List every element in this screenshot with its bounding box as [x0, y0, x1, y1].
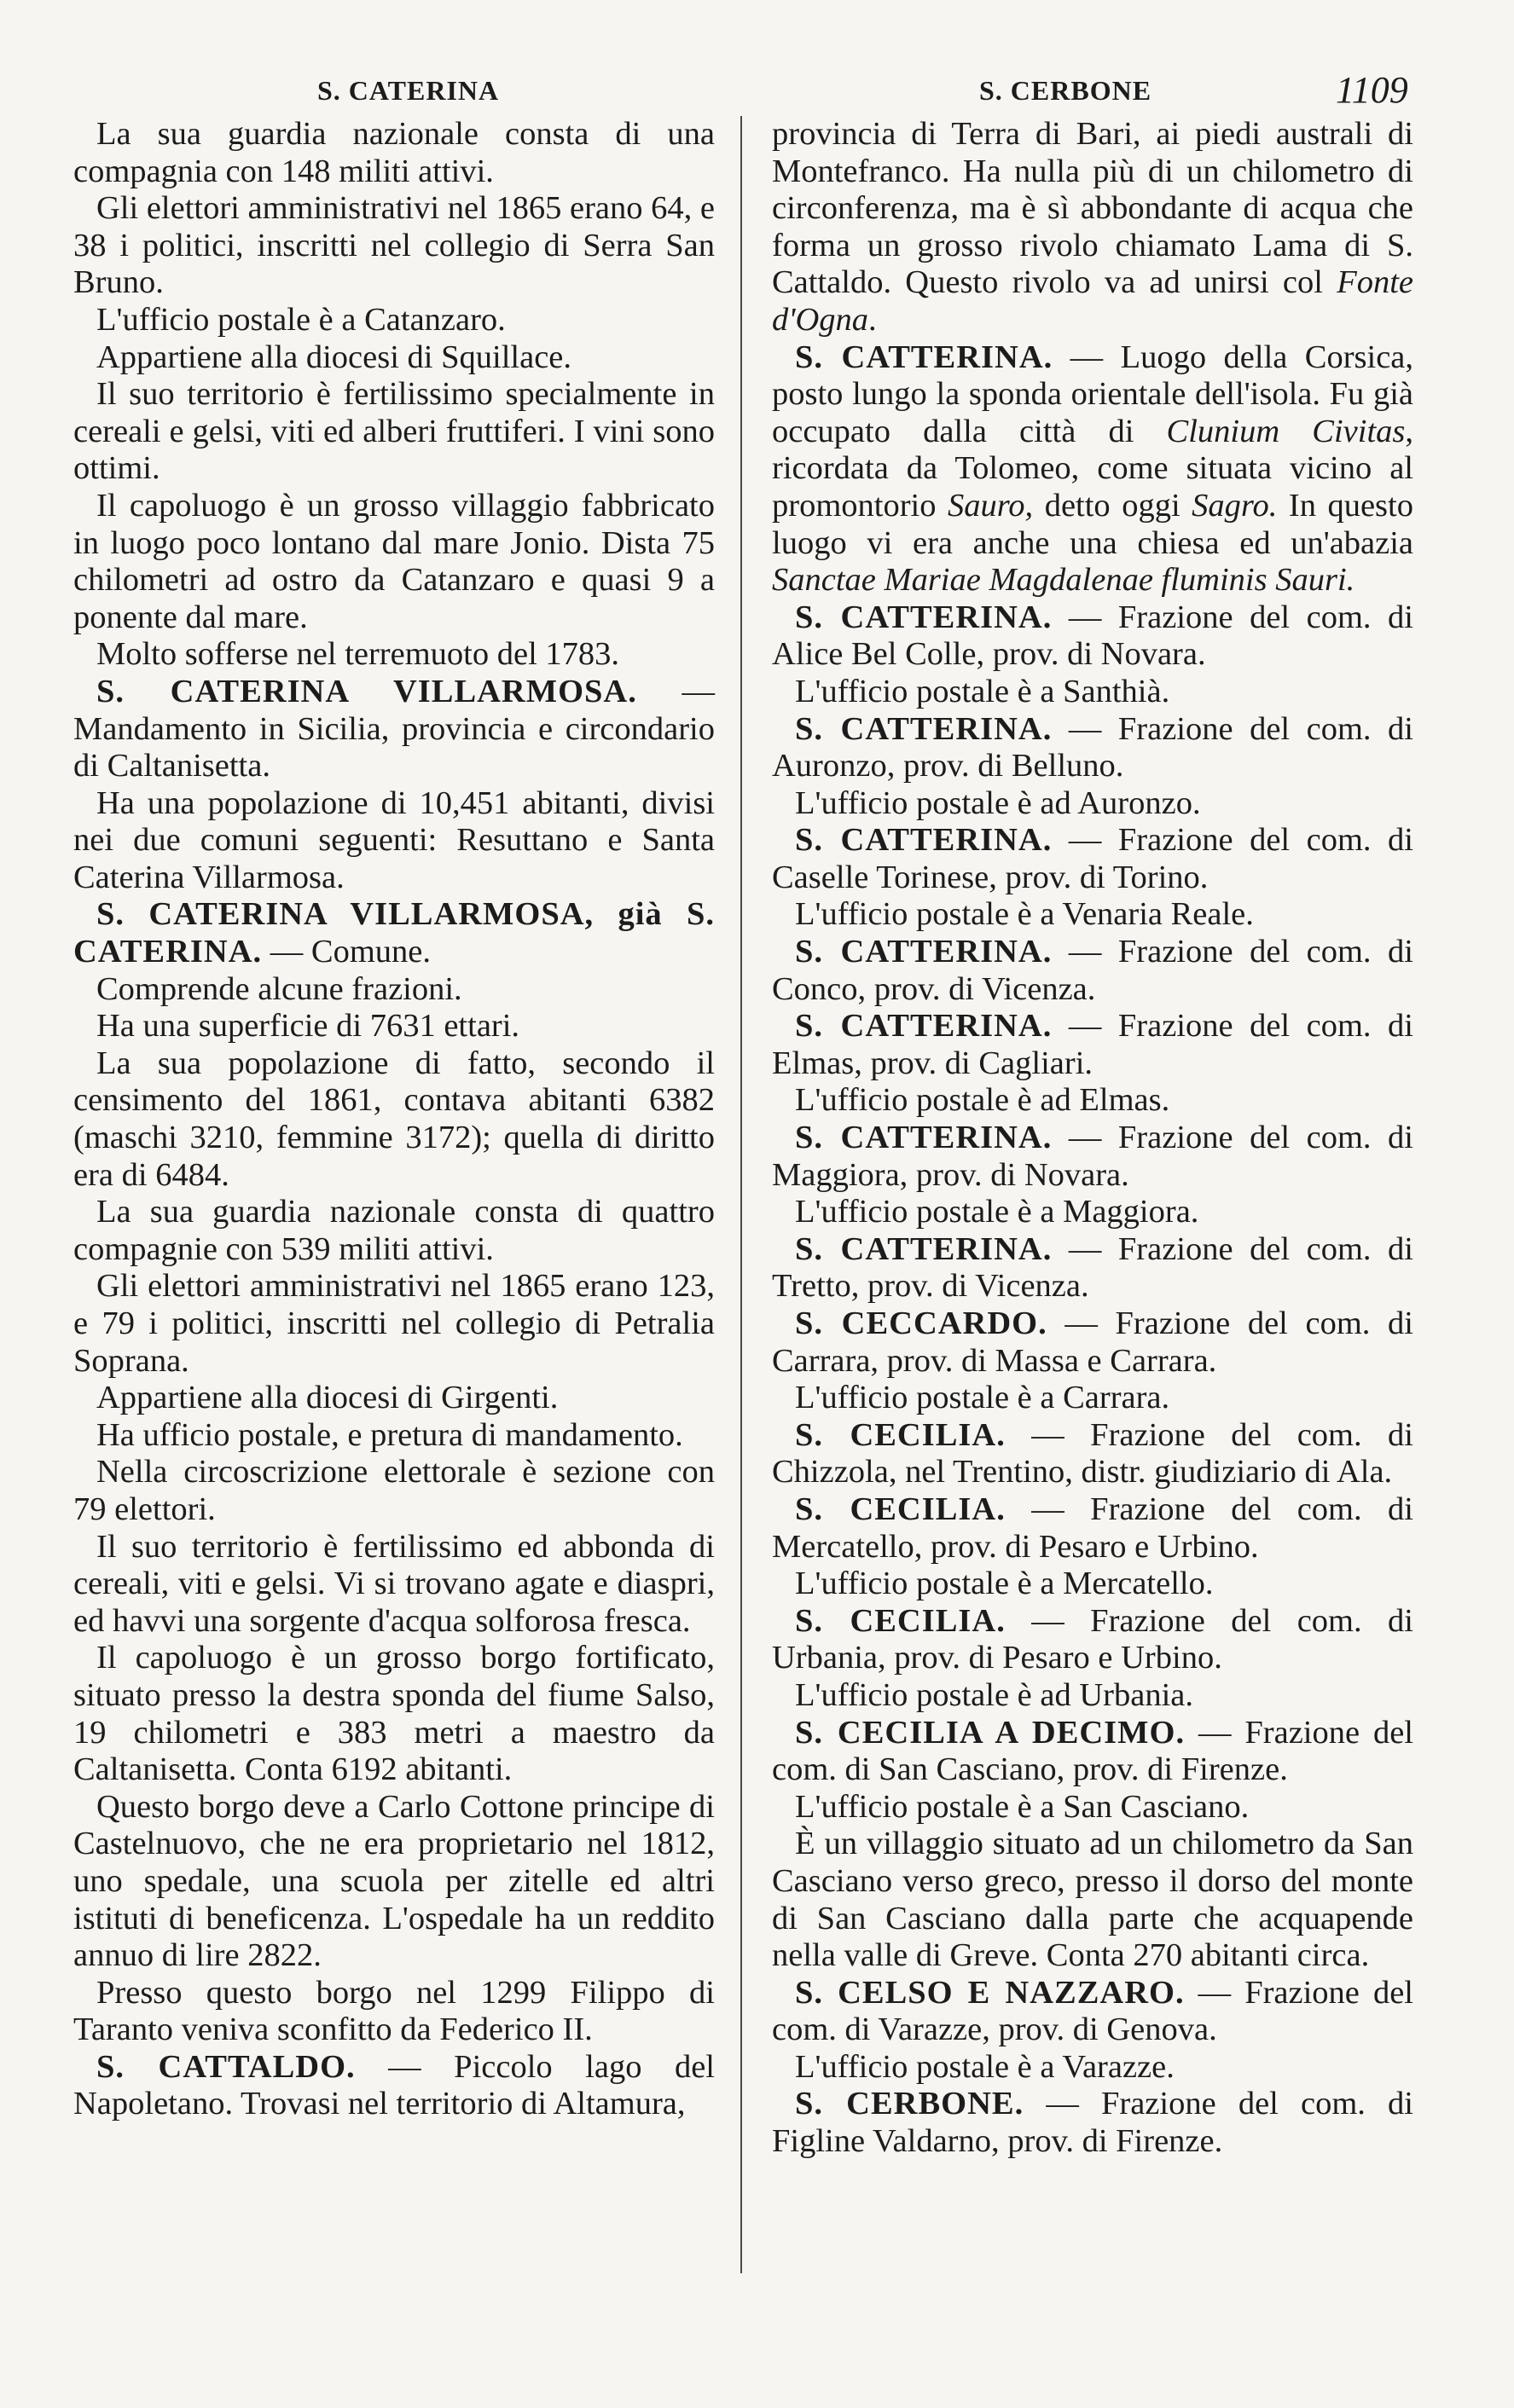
entry-paragraph: S. CATTERINA. — Luogo della Corsica, posto lungo la sponda orientale dell'isola. Fu già occupato dalla città di Clunium Civitas, ricordata da Tolomeo, come situata vicino al promontorio Sauro, detto oggi Sagro. In questo luogo vi era anche una chiesa ed un'abazia Sanctae Mariae Magdalenae fluminis Sauri.	[772, 339, 1414, 599]
body-paragraph: Ha una popolazione di 10,451 abitanti, divisi nei due comuni seguenti: Resuttano e Santa Caterina Villarmosa.	[73, 784, 715, 895]
body-paragraph: L'ufficio postale è ad Urbania.	[795, 1676, 1193, 1713]
body-paragraph: L'ufficio postale è a Santhià.	[795, 673, 1170, 709]
entry-lemma: S. CECILIA.	[795, 1416, 1006, 1453]
entry-lemma: S. CATTERINA.	[795, 934, 1053, 970]
entry-paragraph: S. CATTERINA. — Frazione del com. di Caselle Torinese, prov. di Torino.	[772, 822, 1413, 895]
entry-lemma: S. CATTERINA.	[795, 1008, 1053, 1045]
body-paragraph: Appartiene alla diocesi di Girgenti.	[96, 1380, 559, 1416]
entry-lemma: S. CECILIA A DECIMO.	[795, 1714, 1186, 1751]
body-paragraph: L'ufficio postale è a Venaria Reale.	[795, 896, 1254, 933]
entry-lemma: S. CATTERINA.	[795, 822, 1053, 859]
entry-lemma: S. CATERINA VILLARMOSA, già S. CATERINA.	[73, 896, 715, 970]
body-paragraph: Il capoluogo è un grosso villaggio fabbricato in luogo poco lontano dal mare Jonio. Dista 75 chilometri ad ostro da Catanzaro e quasi 9 a ponente dal mare.	[73, 487, 715, 635]
body-paragraph: Comprende alcune frazioni.	[96, 970, 462, 1007]
body-paragraph: Il suo territorio è fertilissimo specialmente in cereali e gelsi, viti ed alberi fruttiferi. I vini sono ottimi.	[73, 376, 715, 487]
page-number: 1109	[1336, 69, 1408, 111]
entry-paragraph: S. CATERINA VILLARMOSA. — Mandamento in Sicilia, provincia e circondario di Caltanisetta.	[73, 673, 715, 784]
column-divider	[740, 116, 742, 2273]
running-head-left: S. CATERINA	[317, 75, 500, 106]
entry-paragraph: S. CATTERINA. — Frazione del com. di Auronzo, prov. di Belluno.	[772, 710, 1413, 784]
body-paragraph: L'ufficio postale è a Mercatello.	[795, 1566, 1214, 1602]
body-paragraph: Appartiene alla diocesi di Squillace.	[96, 339, 571, 375]
body-paragraph: L'ufficio postale è a Varazze.	[795, 2048, 1175, 2085]
entry-paragraph: S. CATTALDO. — Piccolo lago del Napoletano. Trovasi nel territorio di Altamura,	[73, 2048, 715, 2122]
entry-lemma: S. CECILIA.	[795, 1602, 1006, 1639]
body-paragraph: Gli elettori amministrativi nel 1865 erano 123, e 79 i politici, inscritti nel collegio di Petralia Soprana.	[73, 1268, 715, 1379]
right-entries	[772, 599, 1413, 2161]
body-paragraph: L'ufficio postale è a Maggiora.	[795, 1194, 1199, 1230]
entry-paragraph: S. CELSO E NAZZARO. — Frazione del com. di Varazze, prov. di Genova.	[772, 1974, 1413, 2048]
body-paragraph: Nella circoscrizione elettorale è sezione con 79 elettori.	[73, 1454, 715, 1527]
entry-paragraph: S. CECCARDO. — Frazione del com. di Carrara, prov. di Massa e Carrara.	[772, 1305, 1413, 1379]
body-paragraph: L'ufficio postale è a Catanzaro.	[96, 301, 506, 338]
body-paragraph: L'ufficio postale è ad Elmas.	[795, 1082, 1170, 1119]
body-paragraph: L'ufficio postale è a San Casciano.	[795, 1788, 1250, 1825]
entry-lemma: S. CATTERINA.	[795, 1230, 1053, 1267]
entry-paragraph: S. CERBONE. — Frazione del com. di Figline Valdarno, prov. di Firenze.	[772, 2086, 1413, 2160]
entry-paragraph: S. CECILIA. — Frazione del com. di Chizzola, nel Trentino, distr. giudiziario di Ala.	[772, 1416, 1413, 1491]
running-head-right: S. CERBONE	[979, 75, 1152, 106]
body-paragraph: L'ufficio postale è ad Auronzo.	[795, 784, 1201, 821]
body-paragraph: La sua guardia nazionale consta di quattro compagnie con 539 militi attivi.	[73, 1194, 715, 1267]
entry-lemma: S. CECCARDO.	[795, 1305, 1047, 1341]
right-column	[772, 116, 1413, 2161]
body-paragraph: Gli elettori amministrativi nel 1865 erano 64, e 38 i politici, inscritti nel collegio di Serra San Bruno.	[73, 190, 715, 301]
entry-lemma: S. CATTALDO.	[96, 2048, 356, 2085]
left-column	[73, 116, 715, 2123]
body-paragraph: La sua guardia nazionale consta di una compagnia con 148 militi attivi.	[73, 116, 715, 189]
entry-paragraph: S. CATERINA VILLARMOSA, già S. CATERINA. — Comune.	[73, 896, 715, 970]
body-paragraph: Ha ufficio postale, e pretura di mandamento.	[96, 1416, 683, 1453]
entry-lemma: S. CERBONE.	[795, 2086, 1024, 2122]
body-paragraph: L'ufficio postale è a Carrara.	[795, 1380, 1170, 1416]
body-paragraph: Questo borgo deve a Carlo Cottone principe di Castelnuovo, che ne era proprietario nel 1812, uno spedale, una scuola per zitelle ed altri istituti di beneficenza. L'ospedale ha un reddito annuo di lire 2822.	[73, 1788, 715, 1974]
entry-lemma: S. CATTERINA.	[795, 599, 1053, 635]
entry-lemma: S. CATTERINA.	[795, 710, 1053, 747]
entry-lemma: S. CECILIA.	[795, 1491, 1006, 1527]
body-paragraph: È un villaggio situato ad un chilometro da San Casciano verso greco, presso il dorso del monte di San Casciano dalla parte che acquapende nella valle di Greve. Conta 270 abitanti circa.	[772, 1826, 1413, 1974]
entry-paragraph: S. CECILIA A DECIMO. — Frazione del com. di San Casciano, prov. di Firenze.	[772, 1714, 1413, 1788]
body-paragraph: Il suo territorio è fertilissimo ed abbonda di cereali, viti e gelsi. Vi si trovano agate e diaspri, ed havvi una sorgente d'acqua solforosa fresca.	[73, 1528, 715, 1639]
entry-lemma: S. CATERINA VILLARMOSA.	[96, 673, 637, 709]
body-paragraph: Il capoluogo è un grosso borgo fortificato, situato presso la destra sponda del fiume Salso, 19 chilometri e 383 metri a maestro da Caltanisetta. Conta 6192 abitanti.	[73, 1640, 715, 1788]
entry-paragraph: S. CATTERINA. — Frazione del com. di Alice Bel Colle, prov. di Novara.	[772, 599, 1413, 673]
entry-paragraph: S. CECILIA. — Frazione del com. di Mercatello, prov. di Pesaro e Urbino.	[772, 1491, 1413, 1565]
continuation-paragraph: provincia di Terra di Bari, ai piedi australi di Montefranco. Ha nulla più di un chilometro di circonferenza, ma è sì abbondante di acqua che forma un grosso rivolo chiamato Lama di S. Cattaldo. Questo rivolo va ad unirsi col Fonte d'Ogna.	[772, 116, 1413, 338]
entry-paragraph: S. CATTERINA. — Frazione del com. di Maggiora, prov. di Novara.	[772, 1120, 1413, 1193]
entry-lemma: S. CELSO E NAZZARO.	[795, 1974, 1185, 2011]
body-paragraph: La sua popolazione di fatto, secondo il censimento del 1861, contava abitanti 6382 (maschi 3210, femmine 3172); quella di diritto era di 6484.	[73, 1045, 715, 1193]
entry-lemma: S. CATTERINA.	[795, 339, 1053, 375]
entry-paragraph: S. CECILIA. — Frazione del com. di Urbania, prov. di Pesaro e Urbino.	[772, 1602, 1413, 1676]
entry-paragraph: S. CATTERINA. — Frazione del com. di Tretto, prov. di Vicenza.	[772, 1230, 1413, 1305]
entry-lemma: S. CATTERINA.	[795, 1120, 1053, 1156]
body-paragraph: Ha una superficie di 7631 ettari.	[96, 1008, 520, 1045]
entry-paragraph: S. CATTERINA. — Frazione del com. di Elmas, prov. di Cagliari.	[772, 1008, 1413, 1081]
body-paragraph: Molto sofferse nel terremuoto del 1783.	[96, 636, 620, 673]
entry-paragraph: S. CATTERINA. — Frazione del com. di Conco, prov. di Vicenza.	[772, 934, 1413, 1007]
body-paragraph: Presso questo borgo nel 1299 Filippo di Taranto veniva sconfitto da Federico II.	[73, 1974, 715, 2048]
